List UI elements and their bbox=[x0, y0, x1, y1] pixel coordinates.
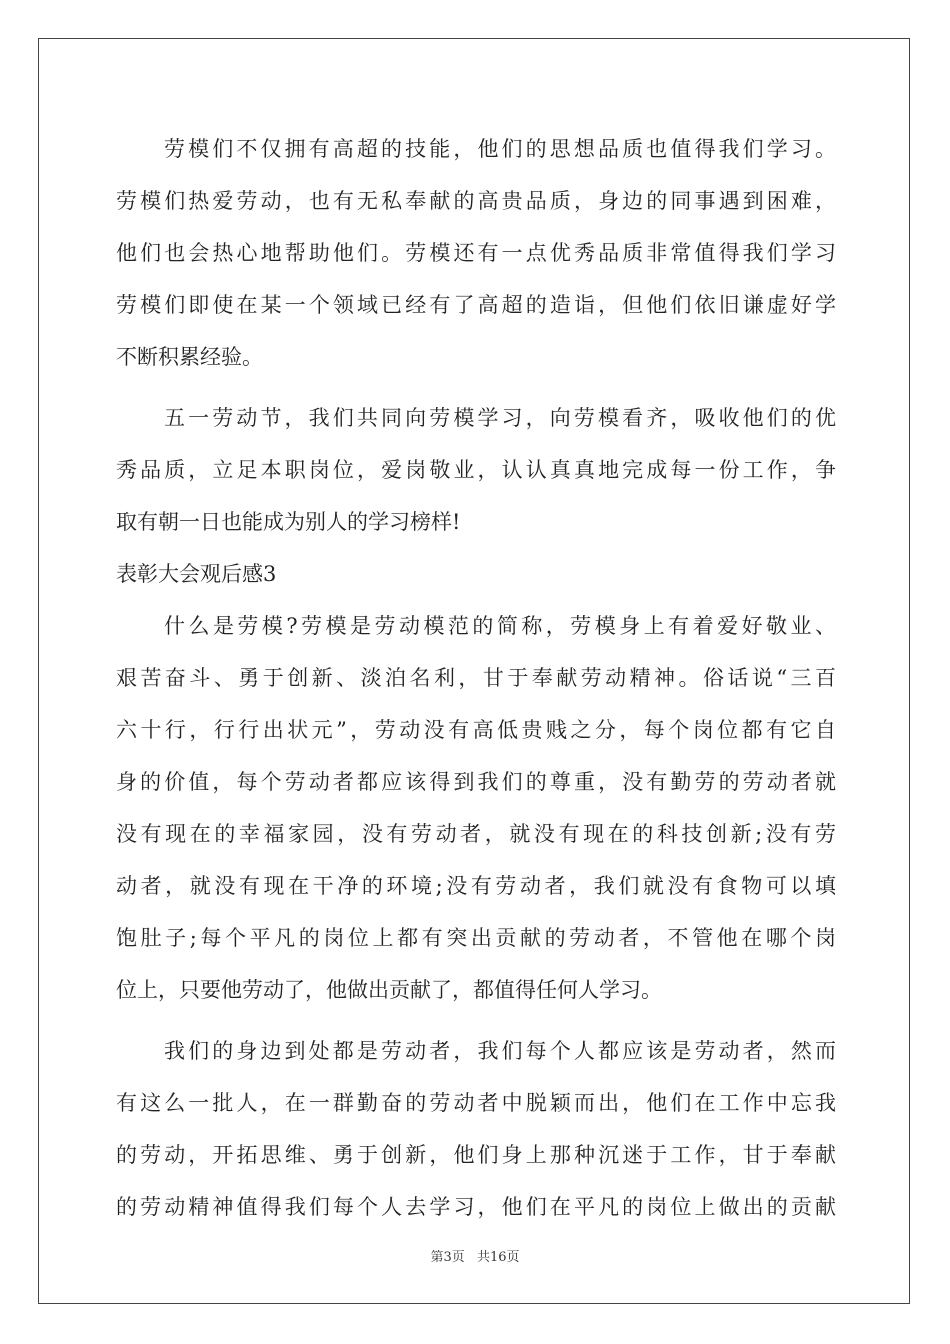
text-line: 劳模们热爱劳动，也有无私奉献的高贵品质，身边的同事遇到困难， bbox=[116, 189, 836, 213]
section-heading: 表彰大会观后感3 bbox=[116, 562, 277, 586]
document-body bbox=[116, 123, 836, 1233]
text-line: 他们也会热心地帮助他们。劳模还有一点优秀品质非常值得我们学习 bbox=[116, 241, 836, 265]
text-line: 五一劳动节，我们共同向劳模学习，向劳模看齐，吸收他们的优 bbox=[164, 406, 836, 430]
text-line: 我们的身边到处都是劳动者，我们每个人都应该是劳动者，然而 bbox=[164, 1039, 836, 1063]
text-line: 动者，就没有现在干净的环境;没有劳动者，我们就没有食物可以填 bbox=[116, 874, 836, 898]
text-line: 什么是劳模?劳模是劳动模范的简称，劳模身上有着爱好敬业、 bbox=[164, 614, 836, 638]
text-line: 身的价值，每个劳动者都应该得到我们的尊重，没有勤劳的劳动者就 bbox=[116, 770, 836, 794]
page-footer bbox=[0, 1246, 950, 1265]
text-line: 的劳动精神值得我们每个人去学习，他们在平凡的岗位上做出的贡献 bbox=[116, 1195, 836, 1219]
text-line: 取有朝一日也能成为别人的学习榜样! bbox=[116, 510, 461, 534]
text-line: 秀品质，立足本职岗位，爱岗敬业，认认真真地完成每一份工作，争 bbox=[116, 458, 836, 482]
text-line: 有这么一批人，在一群勤奋的劳动者中脱颖而出，他们在工作中忘我 bbox=[116, 1091, 836, 1115]
text-line: 位上，只要他劳动了，他做出贡献了，都值得任何人学习。 bbox=[116, 978, 662, 1002]
text-line: 不断积累经验。 bbox=[116, 345, 263, 369]
text-line: 劳模们不仅拥有高超的技能，他们的思想品质也值得我们学习。 bbox=[164, 137, 836, 161]
current-page-label: 第3页 bbox=[430, 1250, 465, 1265]
total-pages-label: 共16页 bbox=[476, 1250, 520, 1265]
text-line: 六十行，行行出状元”，劳动没有高低贵贱之分，每个岗位都有它自 bbox=[116, 718, 836, 742]
text-line: 饱肚子;每个平凡的岗位上都有突出贡献的劳动者，不管他在哪个岗 bbox=[116, 926, 836, 950]
text-line: 的劳动，开拓思维、勇于创新，他们身上那种沉迷于工作，甘于奉献 bbox=[116, 1143, 836, 1167]
text-line: 没有现在的幸福家园，没有劳动者，就没有现在的科技创新;没有劳 bbox=[116, 822, 836, 846]
text-line: 艰苦奋斗、勇于创新、淡泊名利，甘于奉献劳动精神。俗话说“三百 bbox=[116, 666, 836, 690]
text-line: 劳模们即使在某一个领域已经有了高超的造诣，但他们依旧谦虚好学 bbox=[116, 293, 836, 317]
